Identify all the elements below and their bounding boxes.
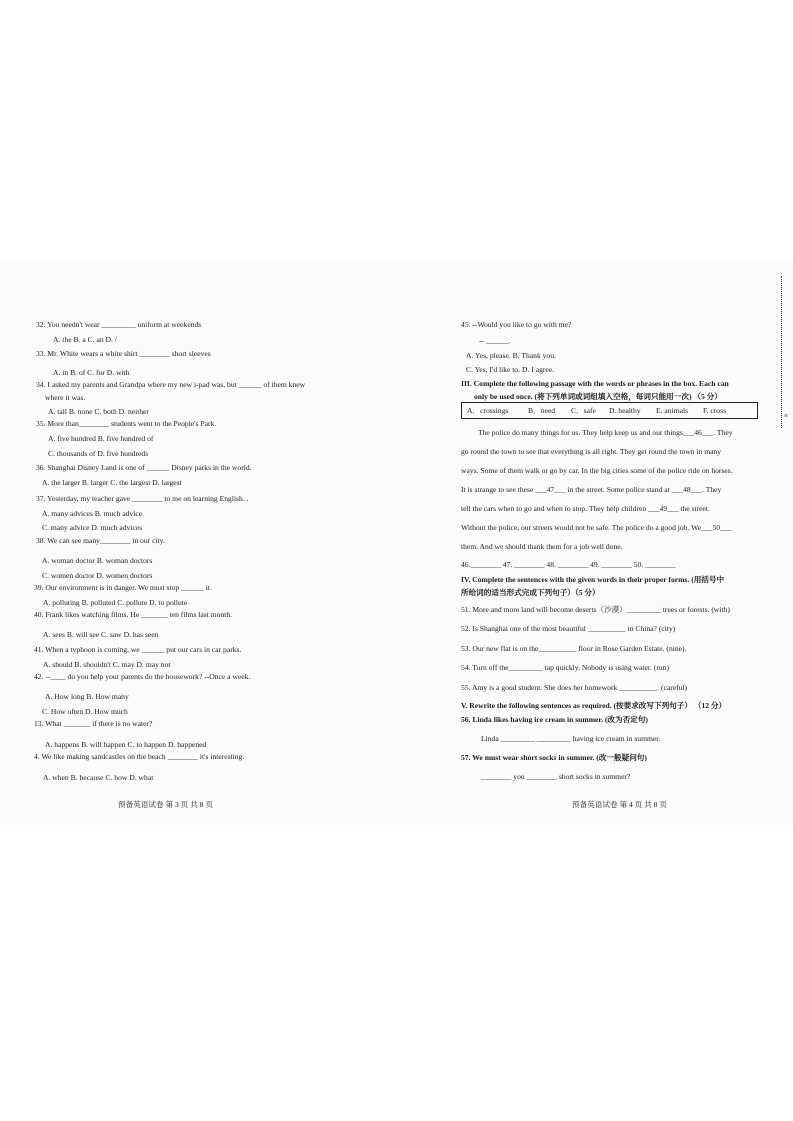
line-q35-ab: A. five hundred B. five hundred of [48,434,154,443]
word-bank-option: F. cross [703,406,727,415]
line-q53: 53. Our new flat is on the__________ floor in Rose Garden Estate. (nine). [461,644,687,653]
line-q33-opts: A. in B. of C. for D. with [53,368,130,377]
word-bank-box [461,402,758,419]
line-q57-ans: ________ you ________ short socks in summer? [481,772,631,781]
line-sec5-title: V. Rewrite the following sentences as required. (按要求改写下列句子） （12 分） [461,701,727,710]
margin-mark: ≡ [784,412,788,420]
line-q45: 45. --Would you like to go with me? [461,320,572,329]
line-q55: 55. Amy is a good student. She does her homework __________. (careful) [461,683,688,692]
line-p6: Without the police, our streets would not be safe. The police do a good job. We___50___ [461,523,732,532]
perforation-line [781,276,782,428]
line-q35: 35. More than________ students went to the People's Park. [36,419,217,428]
line-q38: 38. We can see many________ in our city. [36,536,165,545]
line-q34-opts: A. tall B. none C. both D. neither [48,407,150,416]
line-q39-opts: A. polluting B. polluted C. pollute D. to pollute [43,598,188,607]
line-p7: them. And we should thank them for a job well done. [461,542,623,551]
line-q39: 39. Our environment is in danger. We must stop ______ it. [34,583,212,592]
line-q34: 34. I asked my parents and Grandpa where my new i-pad was, but ______ of them knew [36,380,306,389]
line-p3: ways. Some of them walk or go by car. In the big cities some of the police ride on horses. [461,466,733,475]
line-q32: 32. You needn't wear _________ uniform at weekends [36,320,202,329]
word-bank-option: A．crossings [467,406,509,415]
line-q40-opts: A. sees B. will see C. saw D. has seen [43,630,159,639]
line-q37: 37. Yesterday, my teacher gave ________ to me on learning English. . [36,494,249,503]
line-q44: 4. We like making sandcastles on the beach ________ it's interesting. [34,752,245,761]
line-sec3-title2: only be used once. (将下列单词或词组填入空格，每词只能用一次) （5 分） [474,392,722,401]
line-q42-cd: C. How often D. How much [42,707,128,716]
line-p2: go round the town to see that everything is all right. They get round the town in many [461,447,722,456]
line-q37-ab: A. many advices B. much advice [42,509,143,518]
word-bank-option: B．need [528,406,555,415]
line-ans46-50: 46.________ 47. ________ 48. ________ 49. ________ 50. ________ [461,560,676,569]
line-q42: 42. --____ do you help your parents do the housework? --Once a week. [34,672,251,681]
line-q44-opts: A. when B. because C. how D. what [43,773,154,782]
line-q45-cd: C. Yes, I'd like to. D. I agree. [466,365,555,374]
line-p4: It is strange to see these ___47___ in the street. Some police stand at ___48___. They [461,485,722,494]
line-q40: 40. Frank likes watching films. He _______ ten films last month. [34,610,233,619]
line-q54: 54. Turn off the_________ tap quickly. Nobody is using water. (run) [461,663,669,672]
right-page-footer: 预备英语试卷 第 4 页 共 8 页 [572,800,667,809]
line-q43: 13. What _______ if there is no water? [34,719,153,728]
line-q43-opts: A. happens B. will happen C. to happen D. happened [45,740,207,749]
line-p5: tell the cars when to go and when to stop. They help children ___49___ the street. [461,504,710,513]
line-q38-cd: C. women doctor D. women doctors [42,571,153,580]
line-q42-ab: A. How long B. How many [45,692,129,701]
line-q41-opts: A. should B. shouldn't C. may D. may not [43,660,171,669]
line-q37-cd: C. many advice D. much advices [42,523,143,532]
line-q34-cont: where it was. [45,393,86,402]
word-bank-option: E. animals [656,406,689,415]
left-page-footer: 预备英语试卷 第 3 页 共 8 页 [118,800,213,809]
line-p1: The police do many things for us. They help keep us and our things___46___. They [478,428,733,437]
line-q52: 52. Is Shanghai one of the most beautiful __________ in China? (city) [461,624,676,633]
line-q36-opts: A. the larger B. larger C. the largest D. largest [42,478,182,487]
line-sec3-title: III. Complete the following passage with the words or phrases in the box. Each can [461,379,729,388]
line-sec4-title2: 所给词的适当形式完成下列句子）（5 分） [461,588,600,597]
word-bank-option: D. healthy [609,406,641,415]
line-q45-blank: -- ______. [479,336,511,345]
word-bank-option: C．safe [571,406,596,415]
line-q45-ab: A. Yes, please. B. Thank you. [466,351,556,360]
line-q33: 33. Mr. White wears a white shirt ________ short sleeves [36,349,211,358]
line-q51: 51. More and more land will become deserts（沙漠）_________ trees or forests. (with) [461,605,730,614]
line-q41: 41. When a typhoon is coming, we ______ put our cars in car parks. [34,645,242,654]
line-q36: 36. Shanghai Disney Land is one of ______ Disney parks in the world. [36,463,252,472]
line-q35-cd: C. thousands of D. five hundreds [48,449,149,458]
line-q56: 56. Linda likes having ice cream in summer. (改为否定句) [461,715,648,724]
line-sec4-title: IV. Complete the sentences with the given words in their proper forms. (用括号中 [461,575,725,584]
line-q57: 57. We must wear short socks in summer. (改一般疑问句) [461,753,647,762]
line-q56-ans: Linda _________ _________ having ice cream in summer. [481,734,661,743]
line-q38-ab: A. woman doctor B. woman doctors [42,556,153,565]
line-q32-opts: A. the B. a C. an D. / [53,335,117,344]
